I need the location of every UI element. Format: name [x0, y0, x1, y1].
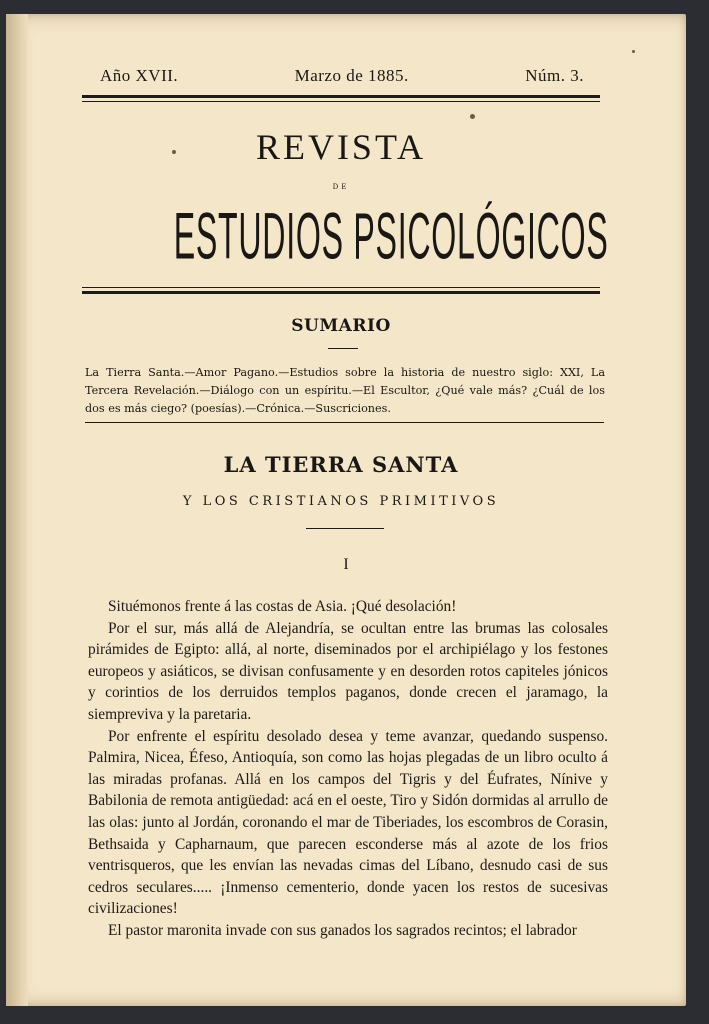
paragraph: Por enfrente el espíritu desolado desea y teme avanzar, quedando suspenso. Palmira, Nicea, Éfeso, Antioquía, son como las hojas plegadas de un libro oculto á las miradas profanas. Allá en los campos del Tigris y del Éufrates, Nínive y Babilonia de remota antigüedad: acá en el oeste, Tiro y Sidón dormidas al arrullo de las olas: junto al Jordán, coronando el mar de Tiberiades, los escombros de Corasin, Bethsaida y Capharnaum, que parecen esconderse más al azote de los frios ventrisqueros, que les envían las nevadas cimas del Líbano, desnudo casi de sus cedros seculares..... ¡Inmenso cementerio, donde yacen los restos de sucesivas civilizaciones! [88, 727, 608, 918]
issue-date: Marzo de 1885. [294, 66, 409, 85]
article-subtitle: Y LOS CRISTIANOS PRIMITIVOS [182, 494, 500, 509]
paragraph: Por el sur, más allá de Alejandría, se ocultan entre las brumas las colosales pirámides de Egipto: allá, al norte, diseminados por el archipiélago y los festones europeos y asiáticos, se divisan confusamente y en desorden rotos capiteles jónicos y corintios de los derruidos templos paganos, donde crecen el jaramago, la siempreviva y la paretaria. [88, 619, 608, 723]
masthead-rule-thick [82, 291, 600, 294]
masthead-connector: DE [332, 183, 350, 191]
paragraph: El pastor maronita invade con sus ganados los sagrados recintos; el labrador [108, 921, 577, 939]
paper-speck [632, 50, 635, 53]
article-title: LA TIERRA SANTA [223, 452, 459, 477]
masthead-title-estudios: ESTUDIOS PSICOLÓGICOS [173, 200, 609, 274]
sumario-contents: La Tierra Santa.—Amor Pagano.—Estudios sobre la historia de nuestro siglo: XXI, La Tercera Revelación.—Diálogo con un espíritu.—El Escultor, ¿Qué vale más? ¿Cuál de los dos es más ciego? (poesías).—Crónica.—Suscriciones. [85, 366, 605, 415]
paper-speck [172, 150, 176, 154]
paper-speck [470, 114, 475, 119]
sumario-heading: SUMARIO [291, 316, 391, 336]
masthead-title-revista: REVISTA [255, 127, 427, 167]
sumario-bottom-rule [85, 422, 604, 423]
header-rule-thin [82, 101, 600, 102]
masthead-rule-thin [82, 287, 600, 288]
section-number: I [343, 556, 349, 573]
article-body [88, 596, 608, 942]
paragraph: Situémonos frente á las costas de Asia. ¡Qué desolación! [108, 598, 457, 615]
issue-number: Núm. 3. [525, 66, 584, 85]
article-title-divider [306, 528, 384, 529]
issue-year: Año XVII. [100, 66, 179, 85]
sumario-divider [328, 348, 358, 349]
header-rule-thick [82, 95, 600, 98]
issue-header [100, 66, 584, 86]
